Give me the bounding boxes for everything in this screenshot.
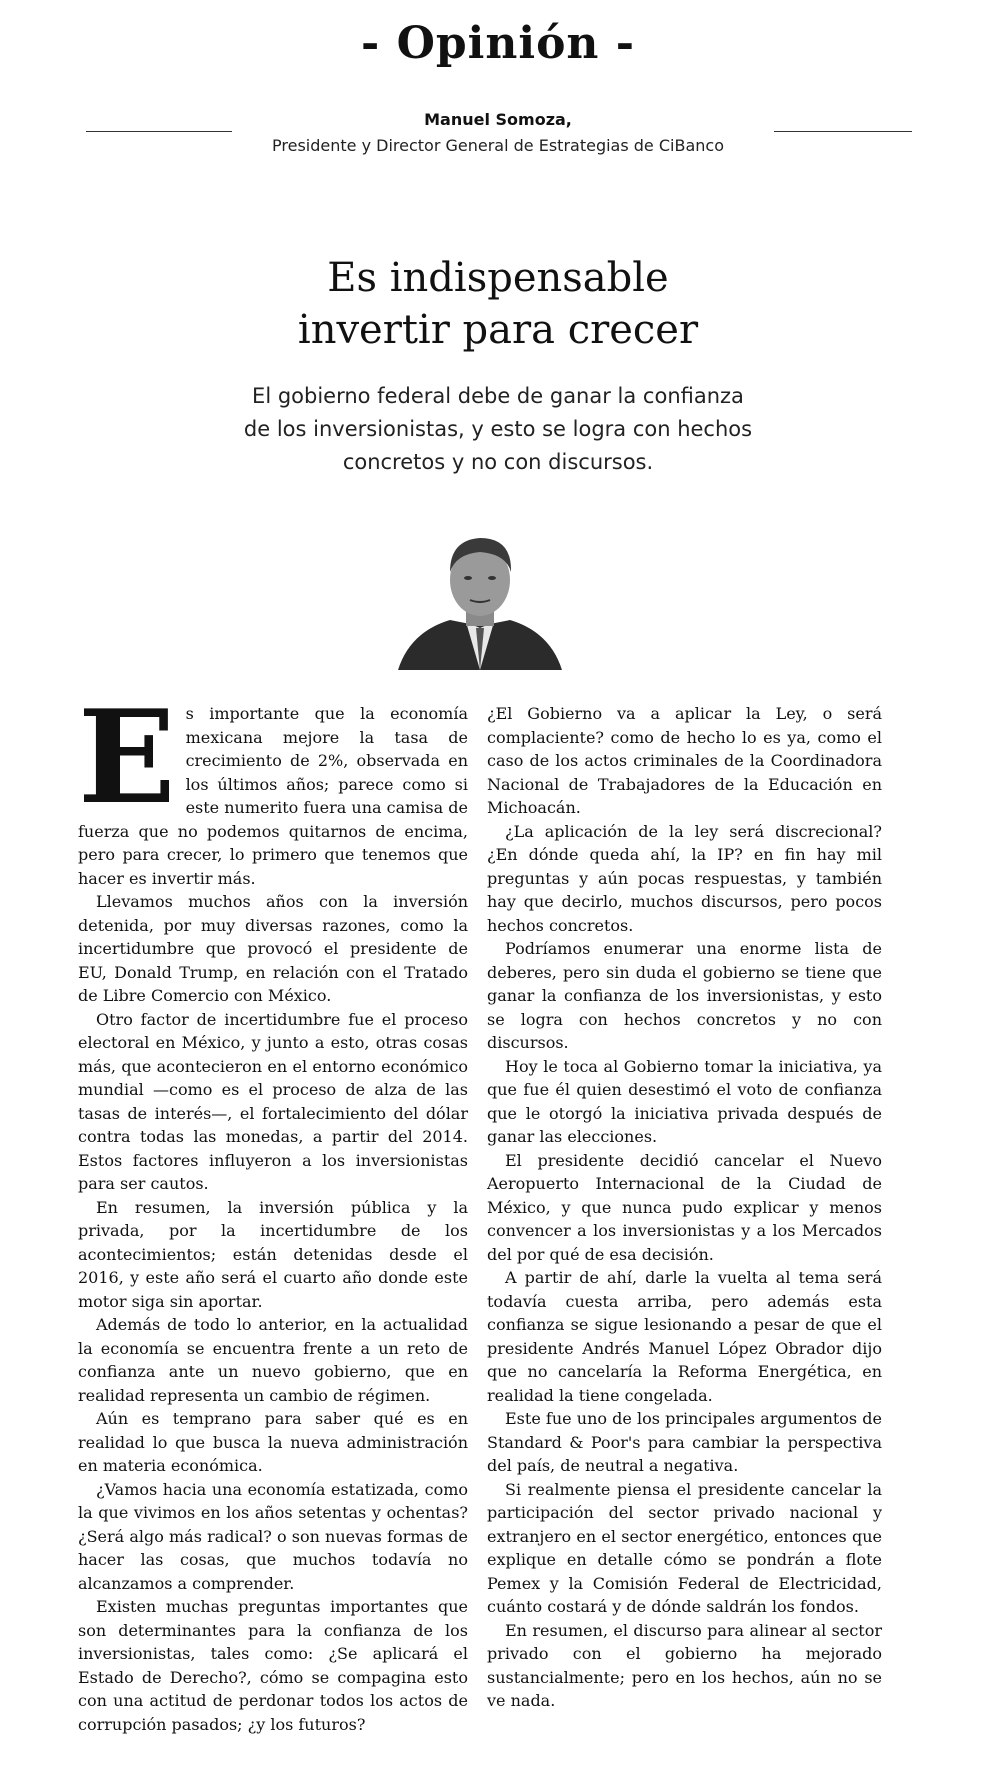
- paragraph: Si realmente piensa el presidente cancelar la participación del sector privado nacional y extranjero en el sector energético, entonces que explique en detalle cómo se pondrán a flote Pemex y la Comisión Federal de Electricidad, cuánto costará y de dónde saldrán los fondos.: [487, 1479, 882, 1616]
- article-column-right: [487, 702, 882, 1713]
- drop-cap: E: [78, 683, 176, 833]
- article-headline: Es indispensable invertir para crecer: [297, 255, 699, 353]
- paragraph: Además de todo lo anterior, en la actualidad la economía se encuentra frente a un reto de confianza ante un nuevo gobierno, que en realidad representa un cambio de régimen.: [78, 1315, 468, 1405]
- paragraph: Existen muchas preguntas importantes que son determinantes para la confianza de los inversionistas, tales como: ¿Se aplicará el Estado de Derecho?, cómo se compagina esto con una actitud de perdonar todos los actos de corrupción pasados; ¿y los futuros?: [78, 1597, 468, 1734]
- paragraph-1: Es importante que la economía mexicana mejore la tasa de crecimiento de 2%, observada en los últimos años; parece como si este numerito fuera una camisa de fuerza que no podemos quitarnos de encima, pero para crecer, lo primero que tenemos que hacer es invertir más.: [78, 683, 468, 888]
- paragraph: Llevamos muchos años con la inversión detenida, por muy diversas razones, como la incertidumbre que provocó el presidente de EU, Donald Trump, en relación con el Tratado de Libre Comercio con México.: [78, 892, 468, 1005]
- author-role: Presidente y Director General de Estrategias de CiBanco: [272, 136, 724, 155]
- paragraph: Hoy le toca al Gobierno tomar la iniciativa, ya que fue él quien desestimó el voto de confianza que le otorgó la iniciativa privada después de ganar las elecciones.: [487, 1056, 882, 1146]
- paragraph: ¿La aplicación de la ley será discrecional? ¿En dónde queda ahí, la IP? en fin hay mil preguntas y aún pocas respuestas, y también hay que decirlo, muchos discursos, pero pocos hechos concretos.: [487, 821, 882, 935]
- paragraph: ¿Vamos hacia una economía estatizada, como la que vivimos en los años setentas y ochentas? ¿Será algo más radical? o son nuevas formas de hacer las cosas, que muchos todavía no alcanzamos a comprender.: [78, 1479, 468, 1593]
- article-column-left: [78, 683, 468, 1736]
- paragraph: Podríamos enumerar una enorme lista de deberes, pero sin duda el gobierno se tiene que ganar la confianza de los inversionistas, y esto se logra con hechos concretos y no con discursos.: [487, 939, 882, 1052]
- paragraph: El presidente decidió cancelar el Nuevo Aeropuerto Internacional de la Ciudad de México, y que nunca pudo explicar y menos convencer a los inversionistas y a los Mercados del por qué de esa decisión.: [487, 1150, 882, 1264]
- divider-right: [774, 131, 912, 132]
- paragraph: Otro factor de incertidumbre fue el proceso electoral en México, y junto a esto, otras cosas más, que acontecieron en el entorno económico mundial —como es el proceso de alza de las tasas de interés—, el fortalecimiento del dólar contra todas las monedas, a partir del 2014. Estos factores influyeron a los inversionistas para ser cautos.: [78, 1009, 468, 1193]
- section-title: - Opinión -: [360, 18, 635, 69]
- article-dek: El gobierno federal debe de ganar la confianza de los inversionistas, y esto se logra con hechos concretos y no con discursos.: [243, 384, 753, 474]
- author-name: Manuel Somoza,: [424, 110, 572, 129]
- paragraph: ¿El Gobierno va a aplicar la Ley, o será complaciente? como de hecho lo es ya, como el caso de los actos criminales de la Coordinadora Nacional de Trabajadores de la Educación en Michoacán.: [487, 704, 882, 817]
- paragraph: Aún es temprano para saber qué es en realidad lo que busca la nueva administración en materia económica.: [78, 1409, 468, 1475]
- paragraph: Este fue uno de los principales argumentos de Standard & Poor's para cambiar la perspectiva del país, de neutral a negativa.: [487, 1409, 882, 1475]
- paragraph: En resumen, la inversión pública y la privada, por la incertidumbre de los acontecimientos; están detenidas desde el 2016, y este año será el cuarto año donde este motor siga sin aportar.: [78, 1197, 468, 1311]
- paragraph: A partir de ahí, darle la vuelta al tema será todavía cuesta arriba, pero además esta confianza se sigue lesionando a pesar de que el presidente Andrés Manuel López Obrador dijo que no cancelaría la Reforma Energética, en realidad la tiene congelada.: [487, 1268, 882, 1405]
- divider-left: [86, 131, 232, 132]
- author-portrait: [380, 522, 580, 670]
- paragraph: En resumen, el discurso para alinear al sector privado con el gobierno ha mejorado sustancialmente; pero en los hechos, aún no se ve nada.: [487, 1620, 882, 1710]
